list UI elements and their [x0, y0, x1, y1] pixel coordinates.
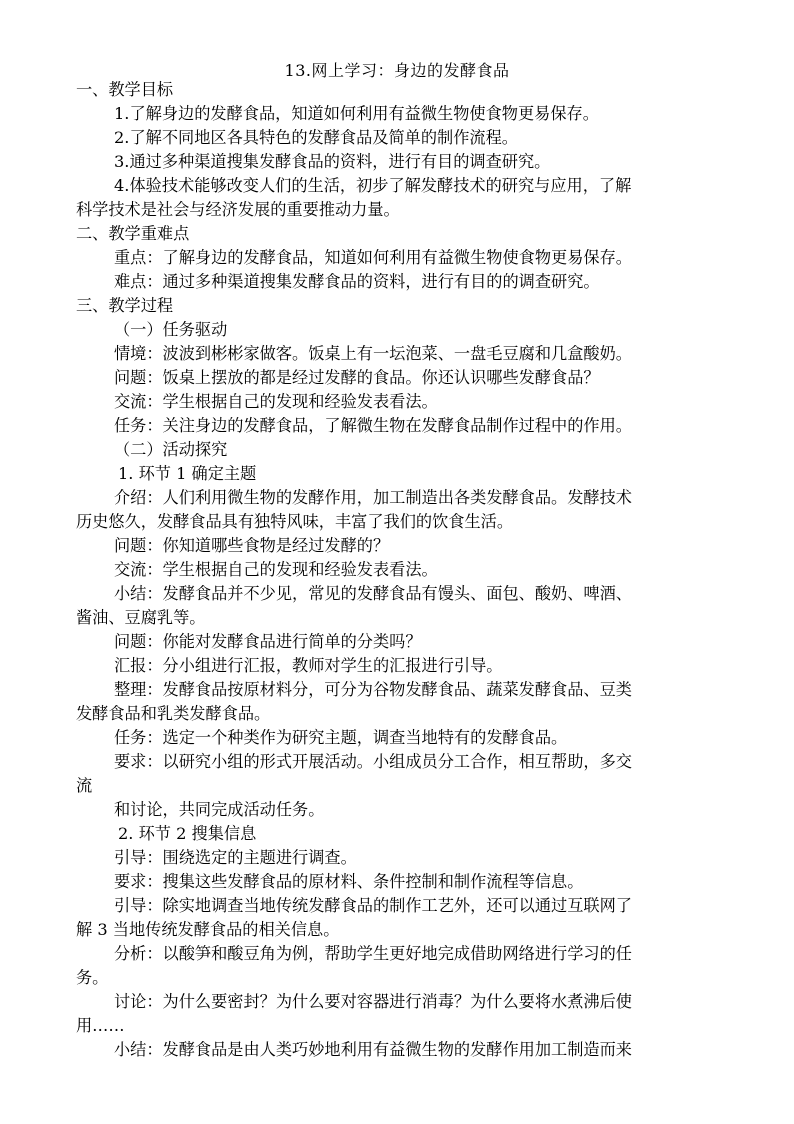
paragraph-line: 讨论：为什么要密封？为什么要对容器进行消毒？为什么要将水煮沸后使: [114, 992, 632, 1011]
step-heading: 2. 环节 2 搜集信息: [118, 824, 257, 843]
paragraph-line: 问题：饭桌上摆放的都是经过发酵的食品。你还认识哪些发酵食品？: [114, 368, 600, 387]
paragraph-line: 解 3 当地传统发酵食品的相关信息。: [76, 920, 340, 939]
paragraph-line: 1.了解身边的发酵食品，知道如何利用有益微生物使食物更易保存。: [114, 104, 599, 123]
paragraph-line: 难点：通过多种渠道搜集发酵食品的资料，进行有目的的调查研究。: [114, 272, 600, 291]
paragraph-line: 任务：选定一个种类作为研究主题，调查当地特有的发酵食品。: [114, 728, 568, 747]
paragraph-line: 交流：学生根据自己的发现和经验发表看法。: [114, 560, 438, 579]
paragraph-line: 流: [76, 776, 93, 795]
paragraph-line: 小结：发酵食品是由人类巧妙地利用有益微生物的发酵作用加工制造而来: [114, 1040, 632, 1059]
paragraph-line: 小结：发酵食品并不少见，常见的发酵食品有馒头、面包、酸奶、啤酒、: [114, 584, 632, 603]
subsection-heading: （二）活动探究: [114, 440, 228, 459]
paragraph-line: 问题：你能对发酵食品进行简单的分类吗？: [114, 632, 422, 651]
paragraph-line: 介绍：人们利用微生物的发酵作用，加工制造出各类发酵食品。发酵技术: [114, 488, 632, 507]
paragraph-line: 汇报：分小组进行汇报，教师对学生的汇报进行引导。: [114, 656, 503, 675]
paragraph-line: 重点：了解身边的发酵食品，知道如何利用有益微生物使食物更易保存。: [114, 248, 632, 267]
paragraph-line: 4.体验技术能够改变人们的生活，初步了解发酵技术的研究与应用，了解: [114, 176, 632, 195]
paragraph-line: 科学技术是社会与经济发展的重要推动力量。: [76, 200, 400, 219]
paragraph-line: 发酵食品和乳类发酵食品。: [76, 704, 271, 723]
paragraph-line: 要求：以研究小组的形式开展活动。小组成员分工合作，相互帮助，多交: [114, 752, 632, 771]
page-title: 13.网上学习：身边的发酵食品: [284, 61, 510, 80]
paragraph-line: 问题：你知道哪些食物是经过发酵的？: [114, 536, 390, 555]
paragraph-line: 酱油、豆腐乳等。: [76, 608, 206, 627]
section-heading-process: 三、教学过程: [76, 296, 174, 315]
section-heading-objectives: 一、教学目标: [76, 80, 174, 99]
paragraph-line: 和讨论，共同完成活动任务。: [114, 800, 325, 819]
subsection-heading: （一）任务驱动: [114, 320, 228, 339]
paragraph-line: 引导：围绕选定的主题进行调查。: [114, 848, 357, 867]
paragraph-line: 3.通过多种渠道搜集发酵食品的资料，进行有目的调查研究。: [114, 152, 551, 171]
paragraph-line: 要求：搜集这些发酵食品的原材料、条件控制和制作流程等信息。: [114, 872, 584, 891]
paragraph-line: 引导：除实地调查当地传统发酵食品的制作工艺外，还可以通过互联网了: [114, 896, 632, 915]
paragraph-line: 分析：以酸笋和酸豆角为例，帮助学生更好地完成借助网络进行学习的任: [114, 944, 632, 963]
step-heading: 1. 环节 1 确定主题: [118, 464, 257, 483]
paragraph-line: 整理：发酵食品按原材料分，可分为谷物发酵食品、蔬菜发酵食品、豆类: [114, 680, 632, 699]
paragraph-line: 务。: [76, 968, 109, 987]
paragraph-line: 用……: [76, 1016, 125, 1035]
paragraph-line: 情境：波波到彬彬家做客。饭桌上有一坛泡菜、一盘毛豆腐和几盒酸奶。: [114, 344, 632, 363]
paragraph-line: 任务：关注身边的发酵食品，了解微生物在发酵食品制作过程中的作用。: [114, 416, 632, 435]
paragraph-line: 交流：学生根据自己的发现和经验发表看法。: [114, 392, 438, 411]
section-heading-key-points: 二、教学重难点: [76, 224, 190, 243]
paragraph-line: 2.了解不同地区各具特色的发酵食品及简单的制作流程。: [114, 128, 518, 147]
paragraph-line: 历史悠久，发酵食品具有独特风味，丰富了我们的饮食生活。: [76, 512, 514, 531]
